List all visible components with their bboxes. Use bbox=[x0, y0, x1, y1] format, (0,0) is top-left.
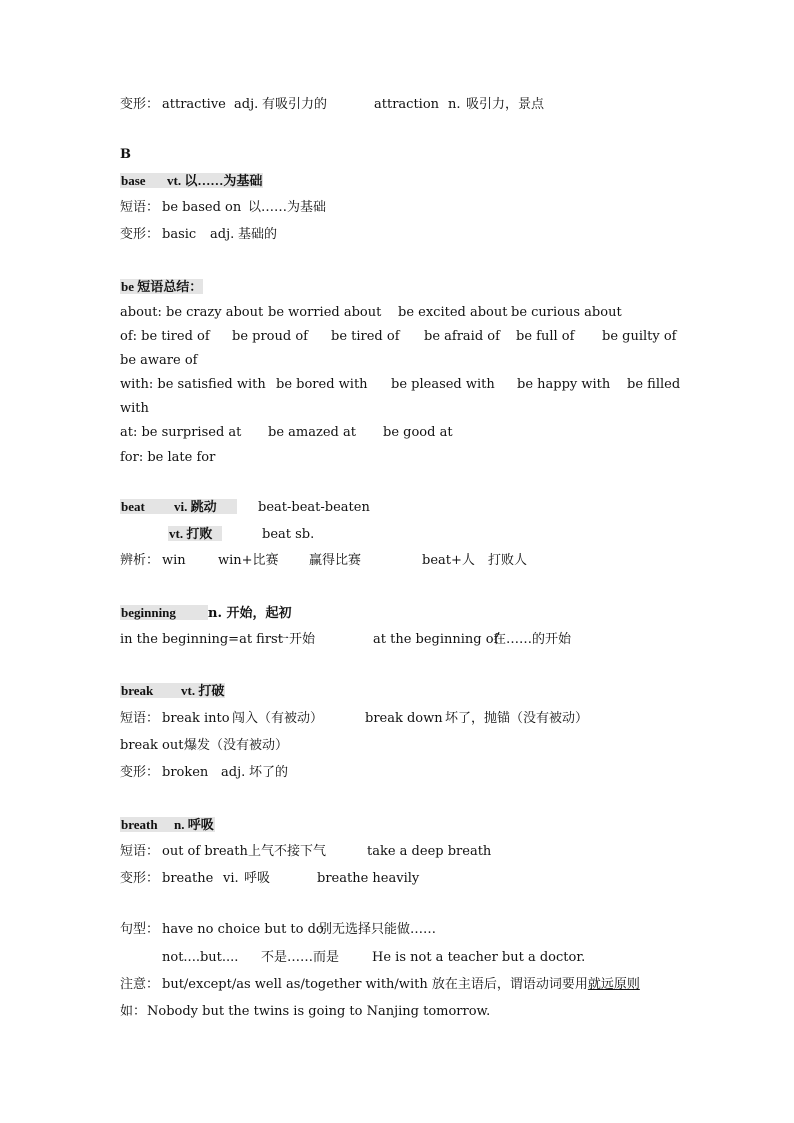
entry-beginning-examples: in the beginning=at first一开始 at the beginning of在……的开始 bbox=[120, 632, 572, 647]
entry-break-headword: break vt. 打破 bbox=[121, 683, 225, 698]
be-of-wrap: be aware of bbox=[120, 353, 198, 368]
entry-attractive-forms bbox=[120, 97, 544, 113]
pos: n. bbox=[448, 97, 461, 112]
be-for-row: for: be late for bbox=[120, 450, 216, 465]
sentence-example: 如：Nobody but the twins is going to Nanjing tomorrow. bbox=[120, 1004, 491, 1019]
entry-beat-vt: vt. 打败 beat sb. bbox=[169, 526, 315, 542]
be-at-row: at: be surprised at be amazed at be good at bbox=[120, 425, 453, 440]
sentence-note: 注意： but/except/as well as/together with/with 放在主语后，谓语动词要用就远原则 bbox=[120, 977, 640, 992]
entry-beginning-headword: beginning n. 开始，起初 bbox=[121, 605, 292, 621]
be-with-row: with: be satisfied with be bored with be pleased with be happy with be filled bbox=[120, 377, 681, 392]
rule-term: 就远原则 bbox=[587, 977, 640, 992]
entry-base-phrase: 短语： be based on 以……为基础 bbox=[120, 200, 327, 215]
entry-breath-phrase: 短语： out of breath上气不接下气 take a deep breath bbox=[120, 844, 492, 859]
be-with-wrap: with bbox=[120, 401, 149, 416]
pos: adj. bbox=[234, 97, 259, 112]
label: 变形： bbox=[120, 97, 160, 112]
meaning: 有吸引力的 bbox=[262, 97, 328, 112]
be-about-row: about: be crazy about be worried about be excited about be curious about bbox=[120, 305, 622, 320]
entry-breath-form: 变形： breathe vi. 呼吸 breathe heavily bbox=[120, 871, 420, 886]
entry-break-form: 变形： broken adj. 坏了的 bbox=[120, 765, 289, 780]
be-summary-title: be 短语总结： bbox=[121, 279, 203, 294]
entry-base-form: 变形： basic adj. 基础的 bbox=[120, 227, 278, 242]
word: attractive bbox=[162, 97, 226, 112]
sentence-pattern-1: 句型： have no choice but to do别无选择只能做…… bbox=[120, 922, 437, 937]
word: attraction bbox=[374, 97, 440, 112]
headword: base vt. 以……为基础 bbox=[121, 173, 263, 188]
sentence-pattern-2: not....but.... 不是……而是 He is not a teacher but a doctor. bbox=[162, 950, 586, 965]
entry-break-phrase-2: break out爆发（没有被动） bbox=[120, 738, 289, 753]
entry-break-phrase-1: 短语： break into 闯入（有被动） break down 坏了，抛锚（没有被动） bbox=[120, 711, 589, 726]
entry-beat-headword: beat vi. 跳动 beat-beat-beaten bbox=[121, 499, 370, 515]
meaning: 吸引力，景点 bbox=[466, 97, 545, 112]
be-of-row: of: be tired of be proud of be tired of be afraid of be full of be guilty of bbox=[120, 329, 677, 344]
section-letter: B bbox=[120, 147, 131, 162]
entry-breath-headword: breath n. 呼吸 bbox=[121, 817, 214, 832]
entry-base-headword bbox=[120, 173, 263, 190]
entry-beat-analysis: 辨析： win win+比赛 赢得比赛 beat+人 打败人 bbox=[120, 553, 528, 568]
